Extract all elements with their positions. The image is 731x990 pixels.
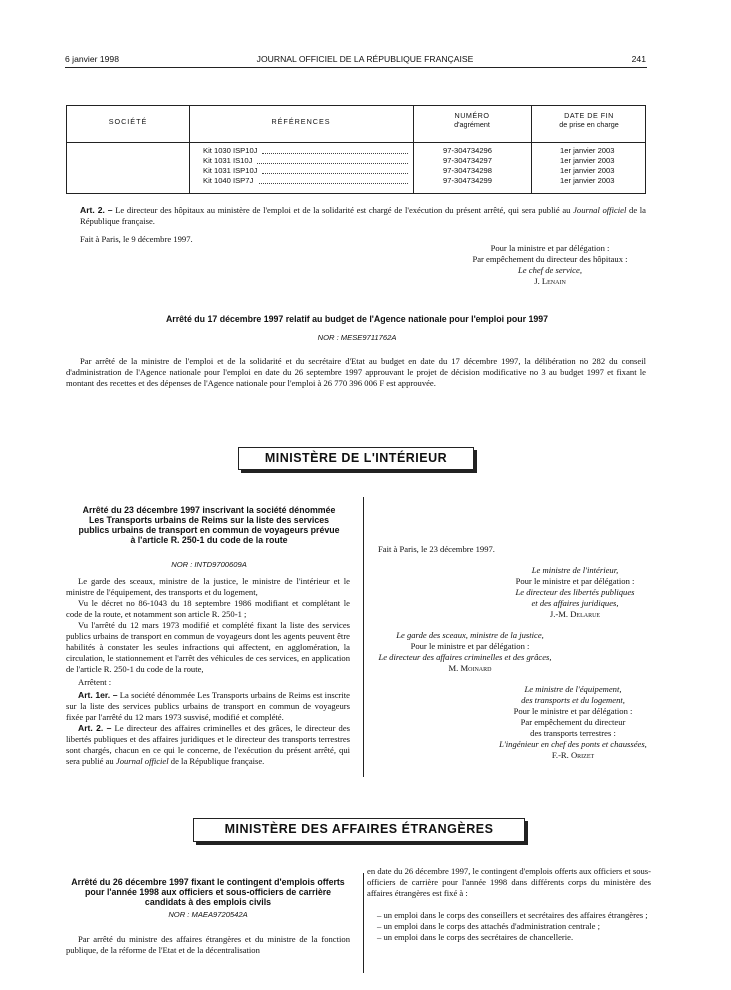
sig-line: et des affaires juridiques, bbox=[531, 598, 619, 608]
art1-text: La société dénommée Les Transports urbains de Reims est inscrite sur la liste des services publics urbains de transport en commun de voyageurs fixée par l'arrêté du 12 mars 1973 susvisé, modifié et complété. bbox=[66, 690, 350, 722]
body-paragraph: Vu le décret no 86-1043 du 18 septembre 1986 modifiant et complétant le code de la route, et notamment son article R. 250-1 ; bbox=[66, 598, 350, 619]
signature-block-justice bbox=[370, 630, 570, 674]
list-item: – un emploi dans le corps des attachés d'administration centrale ; bbox=[377, 921, 601, 931]
arrete-budget-nor: NOR : MESE9711762A bbox=[317, 333, 397, 342]
art1-label: Art. 1er. – bbox=[78, 690, 118, 700]
sig-line: Le garde des sceaux, ministre de la justice, bbox=[396, 630, 544, 640]
arrete-etrangeres-title: Arrêté du 26 décembre 1997 fixant le contingent d'emplois offerts pour l'année 1998 aux officiers et sous-officiers de carrière candidats à des emplois civils bbox=[71, 877, 345, 907]
table-row-date: 1er janvier 2003 bbox=[560, 166, 615, 175]
sig-name: J. Lenain bbox=[534, 276, 566, 286]
signature-block-interieur bbox=[476, 565, 674, 620]
fait-paris-1: Fait à Paris, le 9 décembre 1997. bbox=[80, 234, 193, 244]
ministry-interieur-heading: MINISTÈRE DE L'INTÉRIEUR bbox=[238, 447, 474, 470]
arrete-budget-body: Par arrêté de la ministre de l'emploi et de la solidarité et du secrétaire d'Etat au budget en date du 17 décembre 1997, la délibération no 282 du conseil d'administration de l'Agence nationale pour l'emploi en date du 26 septembre 1997 approuvant le projet de décision modificative no 3 au budget 1997 et fixant le montant des recettes et des dépenses de l'Agence nationale pour l'emploi à 26 770 396 006 F est approuvée. bbox=[66, 356, 646, 388]
ministry-affaires-etrangeres-heading: MINISTÈRE DES AFFAIRES ÉTRANGÈRES bbox=[193, 818, 525, 842]
table-row-ref: Kit 1031 ISP10J bbox=[203, 166, 258, 175]
sig-name: J.-M. Delarue bbox=[549, 609, 601, 619]
table-row-numero: 97-304734298 bbox=[443, 166, 492, 175]
table-row-date: 1er janvier 2003 bbox=[560, 156, 615, 165]
art2-journal: Journal officiel bbox=[115, 756, 169, 766]
arrete-etrangeres-list bbox=[373, 910, 653, 943]
agrement-table bbox=[66, 105, 646, 194]
arrete-interieur-body bbox=[66, 576, 350, 767]
art2-text: Le directeur des hôpitaux au ministère de l'emploi et de la solidarité est chargé de l'exécution du présent arrêté, qui sera publié au bbox=[115, 205, 571, 215]
table-row-date: 1er janvier 2003 bbox=[560, 146, 615, 155]
sig-name: F.-R. Orizet bbox=[551, 750, 595, 760]
column-divider bbox=[363, 873, 364, 973]
table-row-numero: 97-304734297 bbox=[443, 156, 492, 165]
header-rule bbox=[65, 67, 647, 68]
header-page-number: 241 bbox=[631, 54, 646, 64]
table-row-numero: 97-304734296 bbox=[443, 146, 492, 155]
art2-text-end: de la République française. bbox=[80, 205, 646, 226]
list-item: – un emploi dans le corps des conseillers et secrétaires des affaires étrangères ; bbox=[377, 910, 648, 920]
sig-line: Le ministre de l'intérieur, bbox=[531, 565, 619, 575]
arrete-interieur-nor: NOR : INTD9700609A bbox=[171, 560, 247, 569]
body-paragraph: Le garde des sceaux, ministre de la justice, le ministre de l'intérieur et le ministre de l'équipement, des transports et du logement, bbox=[66, 576, 350, 597]
table-row-numero: 97-304734299 bbox=[443, 176, 492, 185]
header-date: 6 janvier 1998 bbox=[65, 54, 119, 64]
table-row-ref: Kit 1030 ISP10J bbox=[203, 146, 258, 155]
sig-line: des transports et du logement, bbox=[521, 695, 625, 705]
signature-block-hopitaux bbox=[430, 243, 670, 287]
arrete-etrangeres-nor: NOR : MAEA9720542A bbox=[168, 910, 248, 919]
table-row-ref: Kit 1040 ISP7J bbox=[203, 176, 254, 185]
table-row-ref: Kit 1031 IS10J bbox=[203, 156, 253, 165]
art2-label: Art. 2. – bbox=[78, 723, 112, 733]
sig-line: Le ministre de l'équipement, bbox=[524, 684, 622, 694]
art2-text-end: de la République française. bbox=[170, 756, 265, 766]
art2-label: Art. 2. – bbox=[80, 205, 113, 215]
sig-line: Par empêchement du directeur bbox=[520, 717, 626, 727]
col-header-societe: SOCIÉTÉ bbox=[108, 117, 148, 126]
art2-text: Le directeur des affaires criminelles et des grâces, le directeur des libertés publiques et des affaires juridiques et le directeur des transports terrestres sont chargés, chacun en ce qui le concerne, de l'exécution du présent arrêté, qui sera publié au bbox=[66, 723, 350, 766]
arrete-budget-title: Arrêté du 17 décembre 1997 relatif au budget de l'Agence nationale pour l'emploi pour 1997 bbox=[165, 314, 549, 324]
fait-paris-2: Fait à Paris, le 23 décembre 1997. bbox=[378, 544, 495, 554]
sig-line: Pour le ministre et par délégation : bbox=[513, 706, 633, 716]
art2-paragraph bbox=[80, 205, 646, 227]
header-journal-title: JOURNAL OFFICIEL DE LA RÉPUBLIQUE FRANÇAISE bbox=[256, 54, 474, 64]
arrete-etrangeres-p1: Par arrêté du ministre des affaires étrangères et du ministre de la fonction publique, de la réforme de l'Etat et de la décentralisation bbox=[66, 934, 350, 955]
arrete-interieur-title: Arrêté du 23 décembre 1997 inscrivant la société dénommée Les Transports urbains de Reims sur la liste des services publics urbains de transport en commun de voyageurs prévue à l'article R. 250-1 du code de la route bbox=[78, 505, 340, 545]
col-header-references: RÉFÉRENCES bbox=[271, 117, 331, 126]
col-header-numero-sub: d'agrément bbox=[454, 120, 490, 129]
sig-line: L'ingénieur en chef des ponts et chaussées, bbox=[499, 739, 647, 749]
col-header-date-sub: de prise en charge bbox=[559, 120, 619, 129]
sig-line: Le directeur des libertés publiques bbox=[515, 587, 635, 597]
sig-line: Pour le ministre et par délégation : bbox=[410, 641, 530, 651]
table-row-date: 1er janvier 2003 bbox=[560, 176, 615, 185]
arrete-etrangeres-p2: en date du 26 décembre 1997, le contingent d'emplois offerts aux officiers et sous-officiers de carrière pour l'année 1998 dans différents corps du ministère des affaires étrangères est fixé à : bbox=[367, 866, 651, 898]
sig-line: Le chef de service, bbox=[518, 265, 582, 275]
arretent-label: Arrêtent : bbox=[78, 677, 112, 687]
col-header-numero: NUMÉRO bbox=[454, 111, 490, 120]
sig-line: Par empêchement du directeur des hôpitaux : bbox=[472, 254, 628, 264]
art2-journal: Journal officiel bbox=[573, 205, 627, 215]
signature-block-equipement bbox=[460, 684, 686, 761]
sig-line: Le directeur des affaires criminelles et des grâces, bbox=[378, 652, 552, 662]
sig-line: Pour la ministre et par délégation : bbox=[490, 243, 610, 253]
col-header-date: DATE DE FIN bbox=[564, 111, 614, 120]
list-item: – un emploi dans le corps des secrétaires de chancellerie. bbox=[377, 932, 574, 942]
sig-name: M. Moinard bbox=[448, 663, 492, 673]
sig-line: des transports terrestres : bbox=[530, 728, 616, 738]
body-paragraph: Vu l'arrêté du 12 mars 1973 modifié et complété fixant la liste des services publics urbains de transport en commun de voyageurs dont les agents peuvent être habilités à constater les seules infractions qui affectent, en agglomération, la circulation, le stationnement et l'arrêt des véhicules de ces services, en application de l'article R. 250-1 du code de la route, bbox=[66, 620, 350, 674]
column-divider bbox=[363, 497, 364, 777]
sig-line: Pour le ministre et par délégation : bbox=[515, 576, 635, 586]
